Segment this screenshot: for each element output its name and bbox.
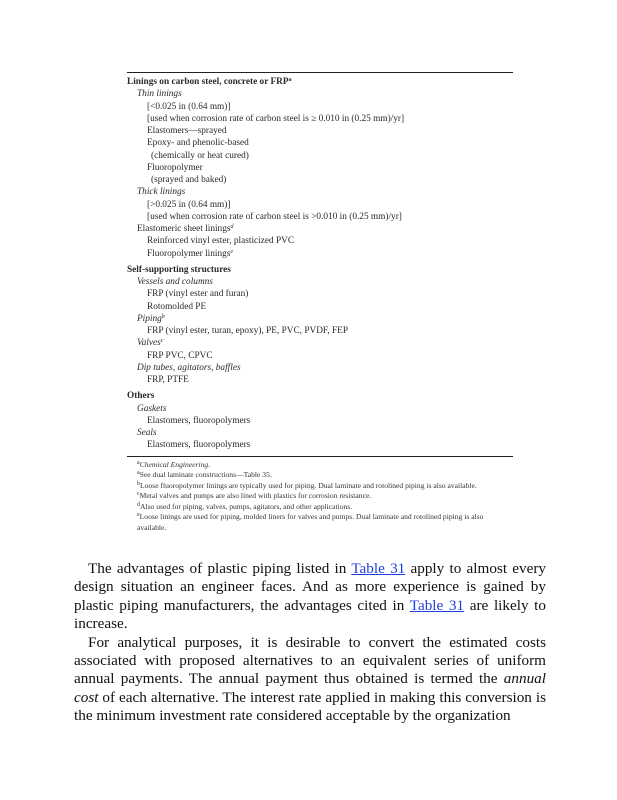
table-footnotes xyxy=(127,460,513,534)
table-31-link[interactable]: Table 31 xyxy=(351,560,406,577)
body-text xyxy=(74,560,546,726)
elastomeric-sheet: Elastomeric sheet linings$^d$ xyxy=(137,224,234,234)
linings-header: Linings on carbon steel, concrete or FRP$^a$ xyxy=(127,77,292,87)
gaskets-items: Elastomers, fluoropolymers xyxy=(147,415,251,426)
valves-items: FRP PVC, CPVC xyxy=(147,350,213,361)
epoxy-phenolic: Epoxy- and phenolic-based xyxy=(147,138,249,149)
table-body xyxy=(127,76,513,452)
footnote-c: $^c$Metal valves and pumps are also lined with plastics for corrosion resistance. xyxy=(137,491,372,501)
table-31-link-2[interactable]: Table 31 xyxy=(409,596,465,614)
reinforced-vinyl: Reinforced vinyl ester, plasticized PVC xyxy=(147,236,295,247)
gaskets-label: Gaskets xyxy=(137,403,167,414)
footnote-a2: $^a$See dual laminate constructions—Table 35. xyxy=(137,470,272,480)
materials-table xyxy=(127,72,513,534)
dip-items: FRP, PTFE xyxy=(147,375,189,385)
piping-items: FRP (vinyl ester, turan, epoxy), PE, PVC, PVDF, FEP xyxy=(147,326,349,336)
footnote-b: $^b$Loose fluoropolymer linings are typically used for piping. Dual laminate and rotolined piping is also available. xyxy=(137,480,477,490)
thin-used: [used when corrosion rate of carbon steel is ≥ 0.010 in (0.25 mm)/yr] xyxy=(147,113,405,124)
seals-items: Elastomers, fluoropolymers xyxy=(147,440,251,451)
others-header: Others xyxy=(127,391,155,402)
rotomolded-pe: Rotomolded PE xyxy=(147,301,207,312)
table-bottom-rule xyxy=(127,456,513,457)
table-top-rule xyxy=(127,72,513,73)
thick-range: [>0.025 in (0.64 mm)] xyxy=(147,199,231,210)
self-supporting-header: Self-supporting structures xyxy=(127,264,231,275)
valves-label: Valves$^c$ xyxy=(137,338,164,349)
vessels-columns-label: Vessels and columns xyxy=(137,277,213,287)
elastomers-sprayed: Elastomers—sprayed xyxy=(147,126,227,136)
thin-range: [<0.025 in (0.64 mm)] xyxy=(147,101,231,112)
seals-label: Seals xyxy=(137,428,157,438)
footnote-e: $^e$Loose linings are used for piping, molded liners for valves and pumps. Dual laminate and rotolined piping is also available. xyxy=(137,512,484,533)
sprayed-baked: (sprayed and baked) xyxy=(151,175,227,185)
chem-cured: (chemically or heat cured) xyxy=(151,150,249,161)
fluoropolymer-linings: Fluoropolymer linings$^e$ xyxy=(147,248,234,259)
paragraph-1: The advantages of plastic piping listed in Table 31 apply to almost every design situation an engineer faces. And as more experience is gained by plastic piping manufacturers, the advantages cited in Table 31 are likely to increase. xyxy=(74,560,547,633)
footnote-a: $^a$Chemical Engineering. xyxy=(137,459,211,469)
dip-tubes-label: Dip tubes, agitators, baffles xyxy=(137,362,241,373)
frp-vinyl-furan: FRP (vinyl ester and furan) xyxy=(147,289,249,300)
piping-label: Piping$^b$ xyxy=(137,313,165,324)
thin-linings-label: Thin linings xyxy=(137,89,182,100)
paragraph-2: For analytical purposes, it is desirable to convert the estimated costs associated with proposed alternatives to an equivalent series of uniform annual payments. The annual payment thus obtained is termed the annual cost of each alternative. The interest rate applied in making this conversion is the minimum investment rate considered acceptable by the organization xyxy=(74,633,546,725)
footnote-d: $^d$Also used for piping, valves, pumps, agitators, and other applications. xyxy=(137,501,353,511)
thick-used: [used when corrosion rate of carbon steel is >0.010 in (0.25 mm)/yr] xyxy=(147,211,402,222)
fluoropolymer: Fluoropolymer xyxy=(147,162,203,173)
thick-linings-label: Thick linings xyxy=(137,187,186,198)
